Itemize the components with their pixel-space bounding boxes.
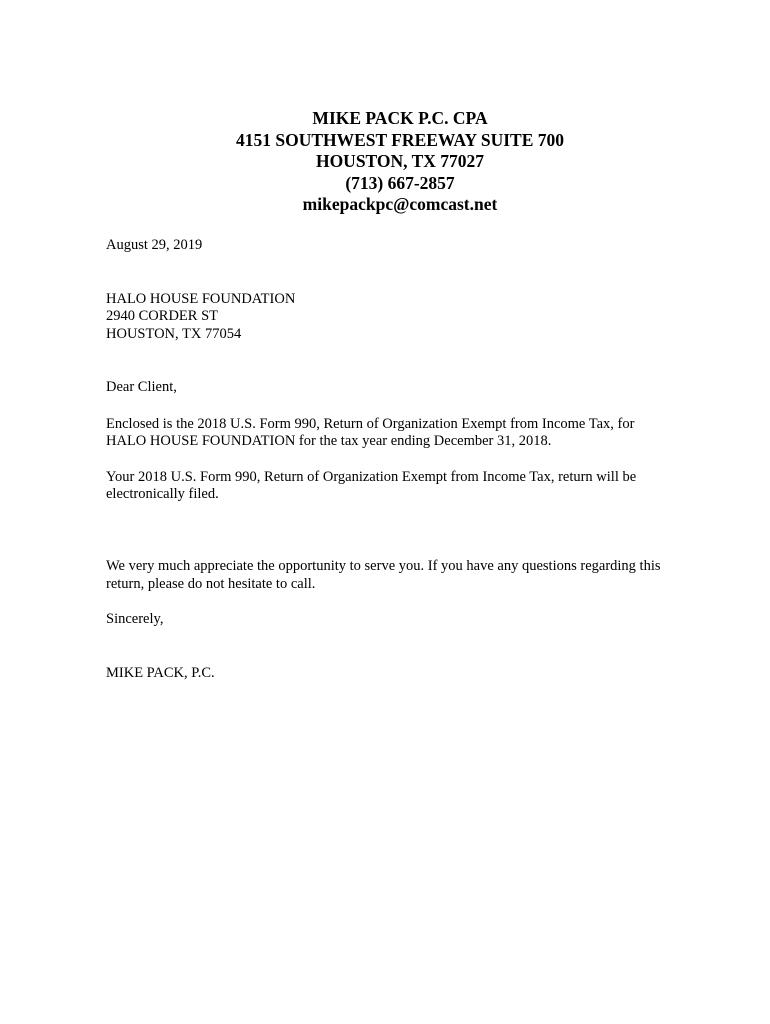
firm-phone: (713) 667-2857 [345, 172, 455, 193]
firm-city-state-zip: HOUSTON, TX 77027 [315, 151, 485, 171]
recipient-street: 2940 CORDER ST [106, 308, 218, 324]
paragraph-line: We very much appreciate the opportunity to serve you. If you have any questions regarding this [106, 558, 661, 574]
signature: MIKE PACK, P.C. [106, 665, 215, 681]
paragraph-line: Enclosed is the 2018 U.S. Form 990, Return of Organization Exempt from Income Tax, for [106, 416, 635, 432]
paragraph-line: Your 2018 U.S. Form 990, Return of Organization Exempt from Income Tax, return will be [106, 469, 637, 485]
paragraph-line: electronically filed. [106, 486, 219, 502]
paragraph-line: return, please do not hesitate to call. [106, 576, 316, 592]
recipient-city-state-zip: HOUSTON, TX 77054 [106, 326, 242, 342]
firm-email: mikepackpc@comcast.net [302, 194, 498, 214]
firm-street: 4151 SOUTHWEST FREEWAY SUITE 700 [235, 129, 565, 150]
paragraph-line: HALO HOUSE FOUNDATION for the tax year ending December 31, 2018. [106, 433, 552, 449]
letter-date: August 29, 2019 [106, 237, 203, 253]
recipient-name: HALO HOUSE FOUNDATION [106, 291, 296, 307]
letterhead [0, 108, 770, 216]
salutation: Dear Client, [106, 379, 177, 395]
closing: Sincerely, [106, 611, 164, 627]
firm-name: MIKE PACK P.C. CPA [312, 108, 488, 128]
